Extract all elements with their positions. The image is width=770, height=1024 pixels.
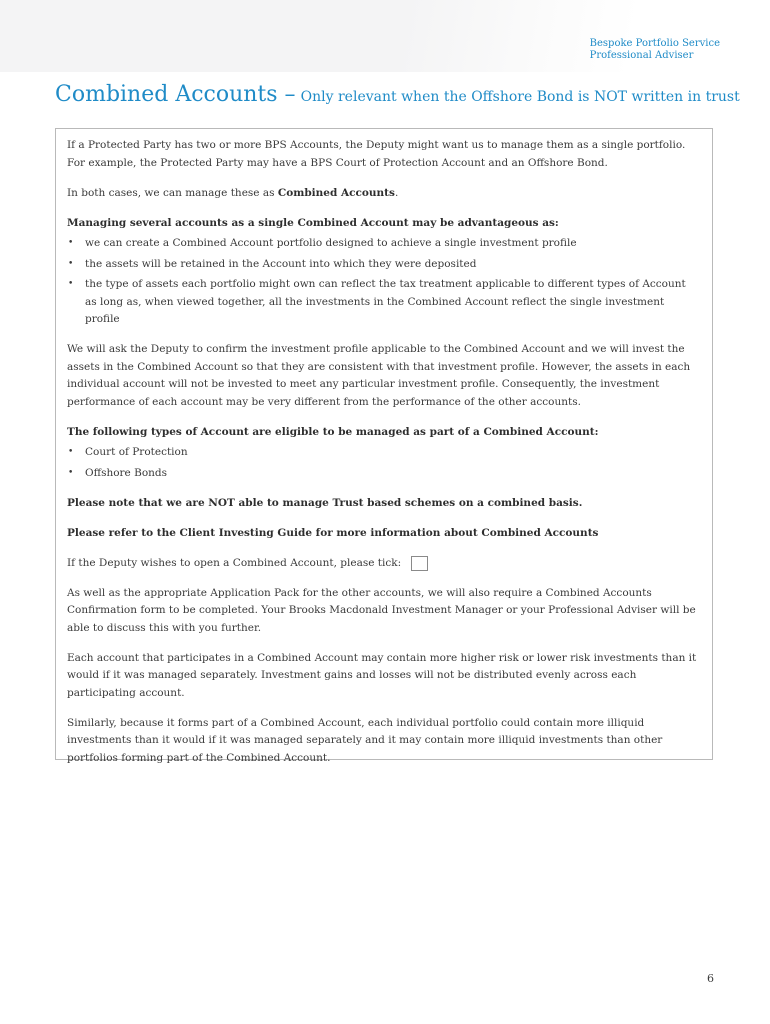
both-cases-end: . (394, 186, 399, 199)
deputy-confirm-paragraph: We will ask the Deputy to confirm the investment profile applicable to the Combined Account and we will invest the assets in the Combined Account so that they are consistent with that investment profile. However, the assets in each individual account will not be invested to meet any particular investment profile. Consequently, the investment performance of each account may be very different from the performance of the other accounts. (67, 343, 691, 408)
list-item: • the type of assets each portfolio might own can reflect the tax treatment applicable to different types of Account as long as, when viewed together, all the investments in the Combined Account reflect the single investment profile (67, 276, 700, 329)
eligible-list (67, 444, 700, 482)
risk-paragraph: Each account that participates in a Combined Account may contain more higher risk or lower risk investments than it would if it was managed separately. Investment gains and losses will not be distributed evenly across each participating account. (67, 651, 697, 699)
intro-paragraph: If a Protected Party has two or more BPS Accounts, the Deputy might want us to manage them as a single portfolio. For example, the Protected Party may have a BPS Court of Protection Account and an Offshore Bond. (67, 139, 686, 169)
trust-note: Please note that we are NOT able to manage Trust based schemes on a combined basis. (67, 496, 583, 509)
application-pack-paragraph: As well as the appropriate Application Pack for the other accounts, we will also require a Combined Accounts Confirmation form to be completed. Your Brooks Macdonald Investment Manager or your Professional Adviser will be able to discuss this with you further. (67, 586, 696, 634)
eligible-heading: The following types of Account are eligible to be managed as part of a Combined Account: (67, 425, 599, 438)
header-audience: Professional Adviser (589, 50, 694, 61)
both-cases-paragraph (67, 185, 700, 203)
page-title (55, 82, 740, 107)
combined-accounts-term: Combined Accounts (277, 186, 395, 199)
both-cases-text: In both cases, we can manage these as (67, 186, 278, 199)
list-item: • Court of Protection (67, 444, 700, 462)
combined-accounts-section (55, 128, 713, 764)
advantages-list (67, 235, 700, 329)
tick-label: If the Deputy wishes to open a Combined Account, please tick: (67, 556, 402, 569)
list-item: • Offshore Bonds (67, 465, 700, 483)
open-combined-account-checkbox[interactable] (411, 556, 428, 571)
illiquid-paragraph: Similarly, because it forms part of a Combined Account, each individual portfolio could contain more illiquid investments than it would if it was managed separately and it may contain more illiquid investments than other portfolios forming part of the Combined Account. (67, 716, 663, 764)
list-item: • the assets will be retained in the Account into which they were deposited (67, 256, 700, 274)
title-subtitle: Only relevant when the Offshore Bond is NOT written in trust (300, 89, 740, 105)
header-service-name: Bespoke Portfolio Service (589, 38, 720, 49)
title-main: Combined Accounts – (55, 82, 296, 107)
list-item: • we can create a Combined Account portfolio designed to achieve a single investment profile (67, 235, 700, 253)
page-number: 6 (707, 972, 714, 985)
guide-note: Please refer to the Client Investing Guide for more information about Combined Accounts (67, 526, 599, 539)
document-header (590, 38, 720, 62)
advantages-heading: Managing several accounts as a single Combined Account may be advantageous as: (67, 216, 559, 229)
tick-row (67, 555, 700, 573)
